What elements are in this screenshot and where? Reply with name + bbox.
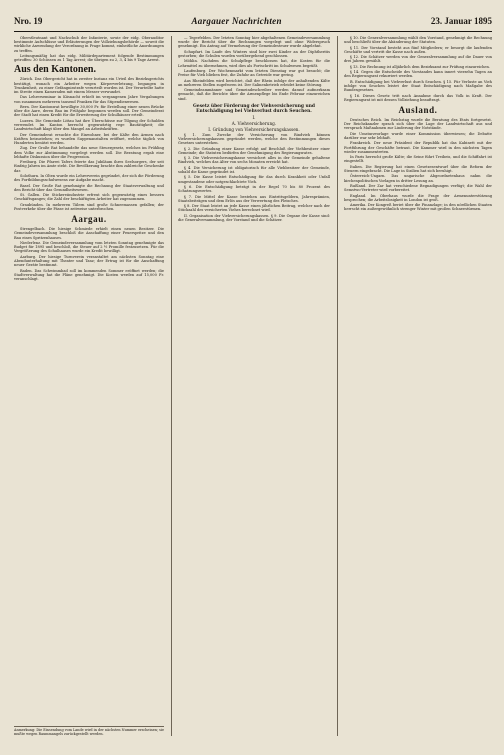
article-paragraph: Strengelbach. Die hiesige Schmiede erhielt einen neuen Besitzer. Die Gemeindeversammlung beschloß die Anschaffung einer Feuerspritze und den Bau eines Spritzenhauses. [14, 227, 164, 240]
article-paragraph: Graubünden. In mehreren Tälern sind große Schneemassen gefallen; der Postverkehr über die Pässe ist zeitweise unterbrochen. [14, 202, 164, 211]
law-title: Gesetz über Förderung der Viehversicherung und Entschädigung bei Viehverlust durch Seuchen. [193, 103, 315, 114]
law-paragraph: § 1. Zum Zwecke der Versicherung von Rindvieh können Viehversicherungskassen gegründet werden, welche den Bestimmungen dieses Gesetzes unterstehen. [178, 132, 330, 146]
article-paragraph: Basel. Der Große Rat genehmigte die Rechnung der Staatsverwaltung und den Bericht über das Gesundheitswesen. [14, 183, 164, 192]
article-paragraph: Möhlin. Nachdem die Schulpflege beschlossen hat, die Kosten für die Lehrmittel zu übernehmen, wird dies als Fortschritt im Schulwesen begrüßt. [178, 59, 330, 68]
law-chapter-title: I. Gründung von Viehversicherungskassen. [208, 126, 300, 132]
law-paragraph: § 7. Die Mittel der Kasse bestehen aus Eintrittsgeldern, Jahresprämien, Staatsbeiträgen und dem Erlös aus der Verwertung des Fleisches. [178, 194, 330, 203]
page-header [14, 16, 492, 30]
article-paragraph: Österreich-Ungarn. Das ungarische Abgeordnetenhaus nahm die kirchenpolitischen Vorlagen in dritter Lesung an. [344, 174, 492, 183]
article-paragraph: Zug. Der Große Rat behandelte das neue Steuergesetz, welches im Frühling dem Volke zur Abstimmung vorgelegt werden soll. Die Beratung ergab eine lebhafte Diskussion über die Progression. [14, 146, 164, 159]
newspaper-page [14, 16, 492, 740]
article-paragraph: Solothurn. In Olten wurde ein Lehrerverein gegründet, der sich die Förderung des Fortbildungsschulwesens zur Aufgabe macht. [14, 173, 164, 183]
footnote: Anmerkung: Die Einsendung vom Lande wird in der nächsten Nummer erscheinen; sie mußte wegen Raummangels zurückgestellt werden. [14, 728, 164, 736]
issue-number: Nro. 19 [14, 16, 43, 26]
article-paragraph: Amerika. Der Kongreß beriet über die Finanzlage; in den nördlichen Staaten herrscht ein außergewöhnlich strenger Winter mit großen Schneestürmen. [344, 203, 492, 212]
article-paragraph: St. Gallen. Die Stickereiindustrie erfreut sich gegenwärtig eines bessern Geschäftsganges; die Zahl der beschäftigten Arbeiter hat zugenommen. [14, 193, 164, 202]
law-paragraph: § 4. Die Versicherung ist obligatorisch für alle Viehbesitzer der Gemeinde, sobald die Kasse gegründet ist. [178, 165, 330, 174]
article-paragraph: In Paris herrscht große Kälte; die Seine führt Treibeis, und die Schiffahrt ist eingestellt. [344, 155, 492, 164]
header-rule [14, 31, 492, 33]
article-paragraph: Schupfart. Im Laufe des Winters sind hier zwei Kinder an der Diphtheritis gestorben; die Schulen wurden vorübergehend geschlossen. [178, 49, 330, 58]
aargau-heading: Aargau. [71, 214, 107, 225]
right-column [344, 36, 492, 736]
column-divider [337, 36, 338, 736]
law-paragraph: § 3. Die Viehversicherungskasse versichert alles in der Gemeinde gehaltene Rindvieh, welches das Alter von sechs Monaten erreicht hat. [178, 156, 330, 165]
issue-date: 23. Januar 1895 [430, 16, 492, 26]
article-paragraph: Oberstleutnant und Nachschub der Infanterie, sowie der eidg. Oberauditor bestimmte Aufschlüsse und Erläuterungen der Vollziehungsbehörde — soweit die wirkliche Anwendung der Verordnung in Frage kommt, einheitliche Anordnungen zu treffen. [14, 36, 164, 53]
article-paragraph: Aarburg. Der hiesige Turnverein veranstaltet am nächsten Sonntag eine Abendunterhaltung mit Theater und Tanz; der Ertrag ist für die Anschaffung neuer Geräte bestimmt. [14, 254, 164, 268]
article-paragraph: Freiburg. Die Pfarrei Tafers feierte das Jubiläum ihres Seelsorgers, der seit fünfzig Jahren im Amte steht. Die Bevölkerung brachte ihm zahlreiche Geschenke dar. [14, 160, 164, 173]
cantons-heading: Aus den Kantonen. [14, 64, 96, 76]
article-paragraph: Frankreich. Der neue Präsident der Republik hat das Kabinett mit der Fortführung der Geschäfte betraut. Die Kammer wird in den nächsten Tagen wieder zusammentreten. [344, 141, 492, 154]
article-paragraph: Leitungsmäßig hat das eidg. Militärdepartement folgende Bestimmungen getroffen: 30 Schüssen zu 1 Tag Arrest; die übrigen zu 2, 3, 4 bis 9 Tage Arrest. [14, 54, 164, 63]
law-paragraph: § 5. Die Kasse leistet Entschädigung für das durch Krankheit oder Unfall umgestandene oder notgeschlachtete Vieh. [178, 175, 330, 184]
law-paragraph: § 10. Die Generalversammlung wählt den Vorstand, genehmigt die Rechnung und beschließt über die Abänderung der Statuten. [344, 36, 492, 45]
article-paragraph: Laufenburg. Der Wochenmarkt vom letzten Dienstag war gut besucht; die Preise für Vieh blieben fest, die Zufuhr an Getreide war gering. [178, 68, 330, 78]
article-paragraph: England. Im Oberhaus wurde die Frage der Armenunterstützung besprochen; die Arbeitslosigkeit in London ist groß. [344, 193, 492, 202]
article-paragraph: Bern. Der Kantonsrat bewilligte 30,000 Fr. für Erstellung einer neuen Brücke über die Aare, deren Bau im Frühjahr begonnen werden soll. Der Gemeinderat der Stadt hat einen Kredit für die Erweiterung der Schulhäuser erteilt. [14, 105, 164, 118]
law-paragraph: § 13. Die Rechnung ist alljährlich dem Bezirksamt zur Prüfung einzureichen. [350, 64, 491, 69]
article-paragraph: Luzern. Die Gemeinde Littau hat ihre Überschüsse zur Tilgung der Schulden verwendet. Im Kanton herrscht gegenwärtig rege Bautätigkeit; die Landwirtschaft klagt über den Mangel an Arbeitskräften. [14, 118, 164, 132]
article-paragraph: Baden. Das Schwimmbad soll im kommenden Sommer eröffnet werden; die Stadtverwaltung hat die Pläne genehmigt. Die Kosten werden auf 15,000 Fr. veranschlagt. [14, 268, 164, 281]
law-paragraph: B. Entschädigung bei Viehverlust durch Seuchen. § 15. Für Verluste an Vieh infolge von Seuchen leistet der Staat Entschädigung nach Maßgabe des Bundesgesetzes. [344, 79, 492, 93]
column-divider [171, 36, 172, 736]
article-paragraph: Deutsches Reich. Im Reichstag wurde die Beratung des Etats fortgesetzt. Der Reichskanzler sprach sich über die Lage der Landwirtschaft aus und versprach Maßnahmen zur Linderung der Notstände. [344, 117, 492, 131]
ausland-heading: Ausland. [398, 104, 438, 115]
article-paragraph: Gemeindeammänner und Gemeindeschreiber werden darauf aufmerksam gemacht, daß die Berichte über die Armenpflege bis Ende Februar einzureichen sind. [178, 88, 330, 101]
middle-column [178, 36, 330, 736]
article-paragraph: Der Gemeinderat ersuchte die Einwohner, bei der Kälte den Armen nach Kräften beizustehen; es wurden Suppenanstalten eröffnet, welche täglich von Hunderten benützt werden. [14, 132, 164, 145]
law-paragraph: § 8. Der Staat leistet an jede Kasse einen jährlichen Beitrag, welcher nach der Stückzahl des versicherten Viehes berechnet wird. [178, 204, 330, 213]
law-paragraph: § 6. Die Entschädigung beträgt in der Regel 70 bis 80 Prozent des Schatzungswertes. [178, 184, 330, 194]
article-paragraph: — Tegerfelden. Der letzten Sonntag hier abgehaltenen Gemeindeversammlung wurde der Bericht über die Rechnungen vorgelegt und ohne Widerspruch genehmigt. Ein Antrag auf Vermehrung der Gemeindesteuer wurde abgelehnt. [178, 36, 330, 49]
article-paragraph: Aus Rheinfelden wird berichtet, daß der Rhein infolge der anhaltenden Kälte an mehreren Stellen zugefroren ist. Der Salinenbetrieb erleidet keine Störung. [178, 78, 330, 87]
law-paragraph: § 16. Dieses Gesetz tritt nach Annahme durch das Volk in Kraft. Der Regierungsrat ist mit dessen Vollziehung beauftragt. [344, 93, 492, 102]
article-paragraph: Niederlenz. Die Gemeindeversammlung vom letzten Sonntag genehmigte das Budget für 1895 und beschloß, die Steuer auf 2 ½ Promille festzusetzen. Für die Vergrößerung des Schulhauses wurde ein Kredit bewilligt. [14, 240, 164, 254]
law-part-title: A. Viehversicherung. [231, 120, 277, 126]
law-paragraph: II. Organisation der Viehversicherungskassen. § 9. Die Organe der Kasse sind: die Generalversammlung, der Vorstand und die Schätzer. [178, 213, 330, 222]
article-paragraph: Das Lehrerseminar in Küsnacht erhielt im vergangenen Jahre Vergabungen von zusammen mehreren tausend Franken für das Stipendienwesen. [14, 95, 164, 104]
article-paragraph: Rußland. Der Zar hat verschiedene Begnadigungen verfügt; die Wahl der Semstwo-Vertreter wird vorbereitet. [344, 183, 492, 193]
law-paragraph: § 11. Der Vorstand besteht aus fünf Mitgliedern; er besorgt die laufenden Geschäfte und vertritt die Kasse nach außen. [344, 45, 492, 54]
article-paragraph: Italien. Die Regierung hat einen Gesetzesentwurf über die Reform der Steuern eingebracht. Die Lage in Sizilien hat sich beruhigt. [344, 164, 492, 173]
law-paragraph: § 14. Gegen die Entscheide des Vorstandes kann innert vierzehn Tagen an den Regierungsrat rekurriert werden. [344, 70, 492, 79]
law-paragraph: § 2. Die Gründung einer Kasse erfolgt auf Beschluß der Viehbesitzer einer Gemeinde; die Statuten bedürfen der Genehmigung des Regierungsrates. [178, 146, 330, 155]
law-part-number: I. [252, 114, 256, 120]
article-paragraph: Die Umsturzvorlage wurde einer Kommission überwiesen; die Debatte darüber war sehr lebhaft. [344, 131, 492, 140]
left-column [14, 36, 164, 736]
law-paragraph: § 12. Die Schätzer werden von der Generalversammlung auf die Dauer von drei Jahren gewählt. [344, 55, 492, 64]
article-paragraph: Zürich. Das Obergericht hat in zweiter Instanz ein Urteil des Bezirksgerichts bestätigt, wonach ein Arbeiter wegen Körperverletzung, begangen in Trunkenheit, zu einer Gefängnisstrafe verurteilt worden ist. Der Verurteilte hatte im Streite einen Kameraden mit einem Messer verwundet. [14, 77, 164, 95]
newspaper-title: Aargauer Nachrichten [191, 16, 282, 26]
